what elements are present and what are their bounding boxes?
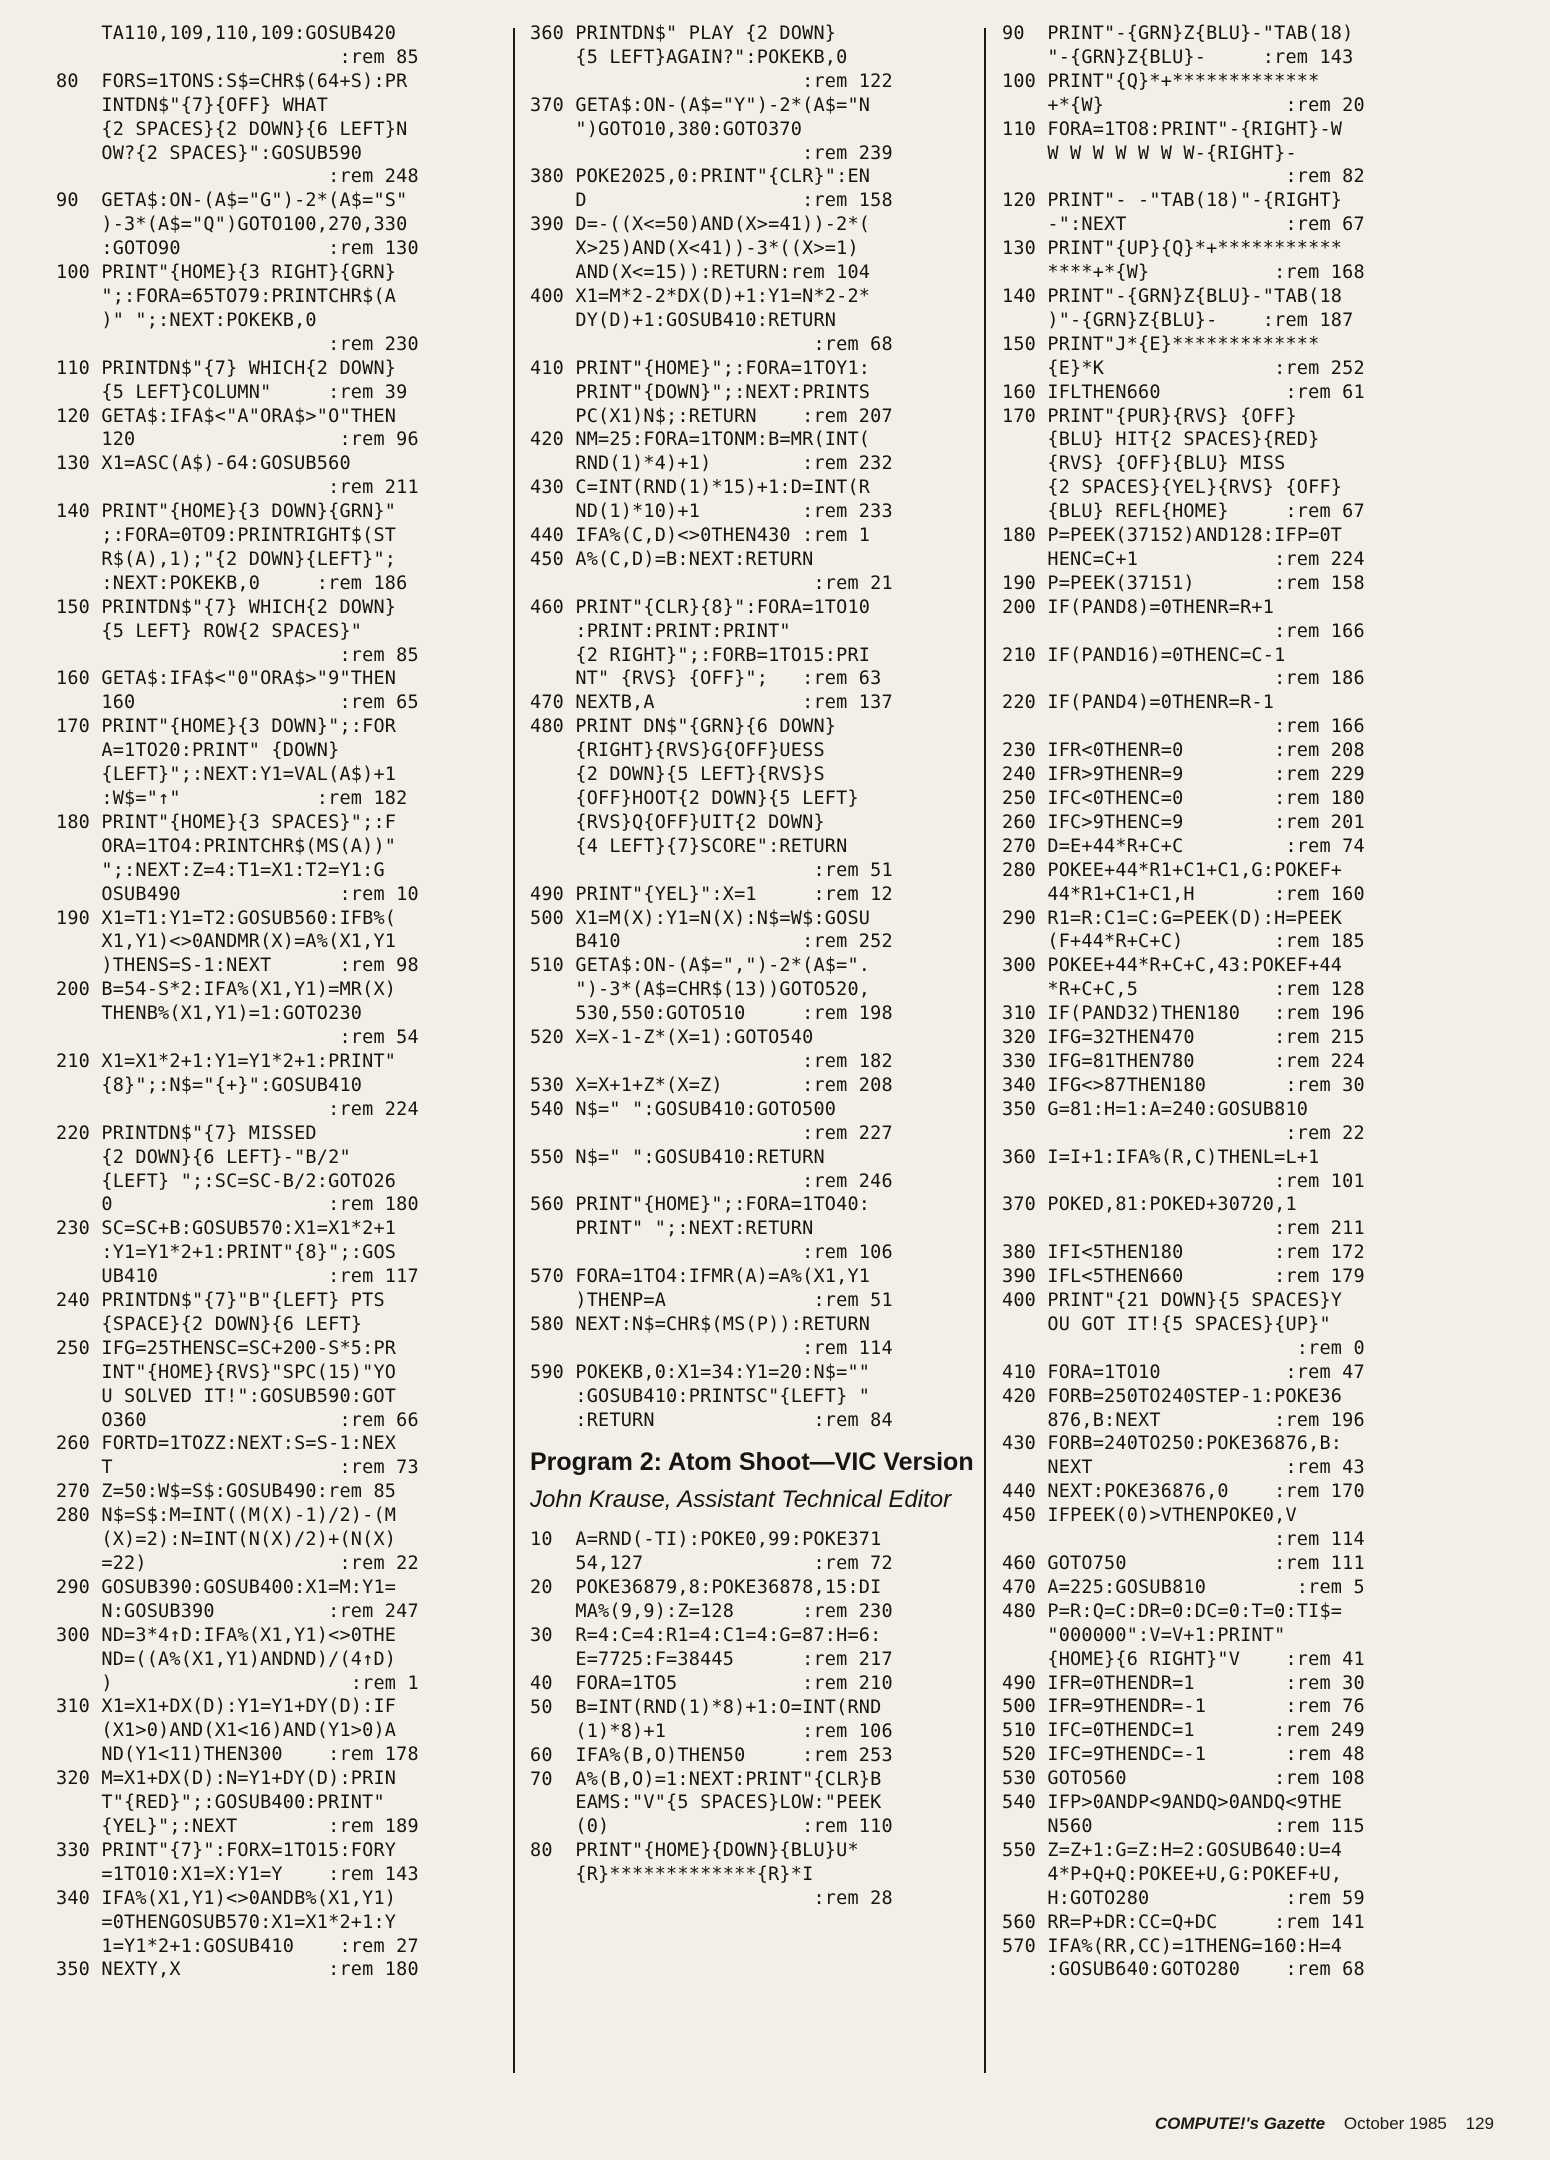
code-line: {RVS}Q{OFF}UIT{2 DOWN}	[530, 811, 825, 833]
code-line: 150 PRINT"J*{E}*************	[1002, 333, 1320, 355]
code-line: 230 SC=SC+B:GOSUB570:X1=X1*2+1	[56, 1218, 397, 1240]
code-line: )THENP=A :rem 51	[530, 1290, 893, 1312]
code-line: 340 IFA%(X1,Y1)<>0ANDB%(X1,Y1)	[56, 1887, 397, 1909]
code-line: R$(A),1);"{2 DOWN}{LEFT}";	[56, 548, 397, 570]
code-line: A=1TO20:PRINT" {DOWN}	[56, 740, 340, 762]
code-line: 210 IF(PAND16)=0THENC=C-1	[1002, 644, 1286, 666]
code-line: 90 GETA$:ON-(A$="G")-2*(A$="S"	[56, 190, 408, 212]
code-line: OW?{2 SPACES}":GOSUB590	[56, 142, 363, 164]
code-line: T :rem 73	[56, 1457, 419, 1479]
code-line: PRINT" ";:NEXT:RETURN	[530, 1218, 814, 1240]
code-line: {BLU} REFL{HOME} :rem 67	[1002, 501, 1365, 523]
code-line: :rem 248	[56, 166, 419, 188]
code-line: ) :rem 1	[56, 1672, 419, 1694]
code-line: ND(Y1<11)THEN300 :rem 178	[56, 1744, 419, 1766]
code-line: 100 PRINT"{HOME}{3 RIGHT}{GRN}	[56, 262, 397, 284]
code-line: "000000":V=V+1:PRINT"	[1002, 1624, 1286, 1646]
code-line: 510 IFC=0THENDC=1 :rem 249	[1002, 1720, 1365, 1742]
code-line: D :rem 158	[530, 190, 893, 212]
code-line: U SOLVED IT!":GOSUB590:GOT	[56, 1385, 397, 1407]
code-line: 876,B:NEXT :rem 196	[1002, 1409, 1365, 1431]
code-line: 570 FORA=1TO4:IFMR(A)=A%(X1,Y1	[530, 1266, 871, 1288]
code-line: :rem 82	[1002, 166, 1365, 188]
column-divider	[513, 28, 515, 2073]
code-line: :NEXT:POKEKB,0 :rem 186	[56, 572, 408, 594]
code-line: ND(1)*10)+1 :rem 233	[530, 501, 893, 523]
code-line: 140 PRINT"{HOME}{3 DOWN}{GRN}"	[56, 501, 397, 523]
code-line: +*{W} :rem 20	[1002, 94, 1365, 116]
code-line: 380 IFI<5THEN180 :rem 172	[1002, 1242, 1365, 1264]
code-line: TA110,109,110,109:GOSUB420	[56, 23, 397, 44]
magazine-name: COMPUTE!'s Gazette	[1154, 2114, 1326, 2133]
code-line: 130 X1=ASC(A$)-64:GOSUB560	[56, 453, 351, 475]
code-line: :RETURN :rem 84	[530, 1409, 893, 1431]
code-line: 480 PRINT DN$"{GRN}{6 DOWN}	[530, 716, 837, 738]
code-line: 1=Y1*2+1:GOSUB410 :rem 27	[56, 1935, 419, 1957]
code-line: 10 A=RND(-TI):POKE0,99:POKE371	[530, 1529, 882, 1551]
code-line: ****+*{W} :rem 168	[1002, 262, 1365, 284]
code-line: 520 X=X-1-Z*(X=1):GOTO540	[530, 1027, 814, 1049]
code-line: :rem 0	[1002, 1337, 1365, 1359]
code-line: :rem 51	[530, 859, 893, 881]
code-line: :rem 227	[530, 1122, 893, 1144]
code-line: OU GOT IT!{5 SPACES}{UP}"	[1002, 1313, 1331, 1335]
code-line: 280 N$=S$:M=INT((M(X)-1)/2)-(M	[56, 1505, 397, 1527]
code-line: 160 :rem 65	[56, 692, 419, 714]
code-line: ";:NEXT:Z=4:T1=X1:T2=Y1:G	[56, 859, 385, 881]
code-line: {2 SPACES}{2 DOWN}{6 LEFT}N	[56, 118, 408, 140]
code-line: =1TO10:X1=X:Y1=Y :rem 143	[56, 1863, 419, 1885]
code-line: {5 LEFT}AGAIN?":POKEKB,0	[530, 46, 848, 68]
code-line: 490 IFR=0THENDR=1 :rem 30	[1002, 1672, 1365, 1694]
code-line: 460 PRINT"{CLR}{8}":FORA=1TO10	[530, 596, 871, 618]
code-line: 230 IFR<0THENR=0 :rem 208	[1002, 740, 1365, 762]
code-line: {2 SPACES}{YEL}{RVS} {OFF}	[1002, 477, 1343, 499]
code-line: 200 B=54-S*2:IFA%(X1,Y1)=MR(X)	[56, 979, 397, 1001]
issue-date: October 1985	[1343, 2114, 1447, 2133]
code-line: 590 POKEKB,0:X1=34:Y1=20:N$=""	[530, 1361, 871, 1383]
code-line: {LEFT}";:NEXT:Y1=VAL(A$)+1	[56, 764, 397, 786]
code-line: {2 RIGHT}";:FORB=1TO15:PRI	[530, 644, 871, 666]
code-line: 400 PRINT"{21 DOWN}{5 SPACES}Y	[1002, 1290, 1343, 1312]
code-line: 70 A%(B,O)=1:NEXT:PRINT"{CLR}B	[530, 1768, 882, 1790]
code-line: 290 GOSUB390:GOSUB400:X1=M:Y1=	[56, 1576, 397, 1598]
code-line: 520 IFC=9THENDC=-1 :rem 48	[1002, 1744, 1365, 1766]
code-line: 240 IFR>9THENR=9 :rem 229	[1002, 764, 1365, 786]
code-line: 260 FORTD=1TOZZ:NEXT:S=S-1:NEX	[56, 1433, 397, 1455]
code-line: 320 IFG=32THEN470 :rem 215	[1002, 1027, 1365, 1049]
code-line: 450 IFPEEK(0)>VTHENPOKE0,V	[1002, 1505, 1297, 1527]
code-line: 420 NM=25:FORA=1TONM:B=MR(INT(	[530, 429, 871, 451]
code-line: B410 :rem 252	[530, 931, 893, 953]
code-line: :rem 211	[1002, 1218, 1365, 1240]
code-line: 40 FORA=1TO5 :rem 210	[530, 1672, 893, 1694]
code-line: )" ";:NEXT:POKEKB,0	[56, 309, 317, 331]
code-line: 460 GOTO750 :rem 111	[1002, 1553, 1365, 1574]
code-line: 170 PRINT"{HOME}{3 DOWN}";:FOR	[56, 716, 397, 738]
code-line: 330 PRINT"{7}":FORX=1TO15:FORY	[56, 1839, 397, 1861]
code-line: 500 X1=M(X):Y1=N(X):N$=W$:GOSU	[530, 907, 871, 929]
code-line: -":NEXT :rem 67	[1002, 214, 1365, 236]
code-line: NEXT :rem 43	[1002, 1457, 1365, 1479]
code-line: 390 D=-((X<=50)AND(X>=41))-2*(	[530, 214, 871, 236]
code-line: 530 X=X+1+Z*(X=Z) :rem 208	[530, 1074, 893, 1096]
code-line: 480 P=R:Q=C:DR=0:DC=0:T=0:TI$=	[1002, 1600, 1343, 1622]
code-line: PC(X1)N$;:RETURN :rem 207	[530, 405, 893, 427]
code-line: 110 FORA=1TO8:PRINT"-{RIGHT}-W	[1002, 118, 1343, 140]
code-line: UB410 :rem 117	[56, 1266, 419, 1288]
code-line: NT" {RVS} {OFF}"; :rem 63	[530, 668, 882, 690]
code-line: 130 PRINT"{UP}{Q}*+***********	[1002, 238, 1343, 260]
code-line: :rem 22	[1002, 1122, 1365, 1144]
code-line: 0 :rem 180	[56, 1194, 419, 1216]
code-line: (0) :rem 110	[530, 1816, 893, 1838]
code-line: {5 LEFT}COLUMN" :rem 39	[56, 381, 408, 403]
code-line: N560 :rem 115	[1002, 1815, 1365, 1837]
code-line: 560 PRINT"{HOME}";:FORA=1TO40:	[530, 1194, 871, 1216]
code-line: OSUB490 :rem 10	[56, 883, 419, 905]
code-line: HENC=C+1 :rem 224	[1002, 548, 1365, 570]
code-line: 360 PRINTDN$" PLAY {2 DOWN}	[530, 23, 837, 44]
code-line: :rem 85	[56, 644, 419, 666]
code-line: 540 IFP>0ANDP<9ANDQ>0ANDQ<9THE	[1002, 1792, 1343, 1814]
code-line: 470 NEXTB,A :rem 137	[530, 692, 893, 714]
code-line: {2 DOWN}{5 LEFT}{RVS}S	[530, 764, 825, 786]
code-line: :W$="↑" :rem 182	[56, 788, 408, 809]
code-line: 120 :rem 96	[56, 429, 419, 451]
code-line: {2 DOWN}{6 LEFT}-"B/2"	[56, 1146, 351, 1168]
code-line: 310 X1=X1+DX(D):Y1=Y1+DY(D):IF	[56, 1696, 397, 1718]
listing-column-2	[530, 22, 980, 2062]
code-line: 530,550:GOTO510 :rem 198	[530, 1003, 893, 1025]
code-line: 360 I=I+1:IFA%(R,C)THENL=L+1	[1002, 1146, 1320, 1168]
code-line: 440 IFA%(C,D)<>0THEN430 :rem 1	[530, 525, 871, 547]
code-line: 490 PRINT"{YEL}":X=1 :rem 12	[530, 883, 893, 905]
code-line: 390 IFL<5THEN660 :rem 179	[1002, 1266, 1365, 1288]
code-line: 270 D=E+44*R+C+C :rem 74	[1002, 835, 1365, 857]
code-line: {OFF}HOOT{2 DOWN}{5 LEFT}	[530, 788, 859, 809]
code-line: 80 FORS=1TONS:S$=CHR$(64+S):PR	[56, 70, 408, 92]
code-line: 4*P+Q+Q:POKEE+U,G:POKEF+U,	[1002, 1863, 1343, 1885]
code-line: :rem 54	[56, 1027, 419, 1049]
code-line: "-{GRN}Z{BLU}- :rem 143	[1002, 46, 1354, 68]
code-line: 400 X1=M*2-2*DX(D)+1:Y1=N*2-2*	[530, 285, 871, 307]
code-line: 420 FORB=250TO240STEP-1:POKE36	[1002, 1385, 1343, 1407]
code-line: W W W W W W W-{RIGHT}-	[1002, 142, 1297, 164]
code-line: :rem 28	[530, 1888, 893, 1910]
code-line: ";:FORA=65TO79:PRINTCHR$(A	[56, 285, 397, 307]
code-line: 470 A=225:GOSUB810 :rem 5	[1002, 1576, 1365, 1598]
code-line: INT"{HOME}{RVS}"SPC(15)"YO	[56, 1361, 397, 1383]
code-line: RND(1)*4)+1) :rem 232	[530, 453, 893, 475]
code-line: 380 POKE2025,0:PRINT"{CLR}":EN	[530, 166, 871, 188]
code-line: :rem 230	[56, 333, 419, 355]
code-line: 54,127 :rem 72	[530, 1553, 893, 1575]
code-line: :rem 246	[530, 1170, 893, 1192]
code-line: 510 GETA$:ON-(A$=",")-2*(A$=".	[530, 955, 871, 977]
code-line: :GOSUB410:PRINTSC"{LEFT} "	[530, 1385, 871, 1407]
code-line: 290 R1=R:C1=C:G=PEEK(D):H=PEEK	[1002, 907, 1343, 929]
code-line: 370 GETA$:ON-(A$="Y")-2*(A$="N	[530, 94, 871, 116]
code-line: {4 LEFT}{7}SCORE":RETURN	[530, 835, 848, 857]
code-line: 30 R=4:C=4:R1=4:C1=4:G=87:H=6:	[530, 1625, 882, 1647]
code-line: 120 GETA$:IFA$<"A"ORA$>"O"THEN	[56, 405, 397, 427]
code-line: 140 PRINT"-{GRN}Z{BLU}-"TAB(18	[1002, 285, 1343, 307]
code-line: X>25)AND(X<41))-3*((X>=1)	[530, 238, 859, 260]
code-line: THENB%(X1,Y1)=1:GOTO230	[56, 1003, 363, 1025]
code-line: :rem 106	[530, 1242, 893, 1264]
code-line: 260 IFC>9THENC=9 :rem 201	[1002, 811, 1365, 833]
listing-column-3	[1002, 22, 1442, 2062]
code-line: 350 NEXTY,X :rem 180	[56, 1959, 419, 1981]
code-line: EAMS:"V"{5 SPACES}LOW:"PEEK	[530, 1792, 882, 1814]
code-line: INTDN$"{7}{OFF} WHAT	[56, 94, 329, 116]
code-line: :rem 85	[56, 46, 419, 68]
code-line: DY(D)+1:GOSUB410:RETURN	[530, 309, 837, 331]
code-line: {RVS} {OFF}{BLU} MISS	[1002, 453, 1286, 475]
code-line: 270 Z=50:W$=S$:GOSUB490:rem 85	[56, 1481, 397, 1503]
code-line: 370 POKED,81:POKED+30720,1	[1002, 1194, 1297, 1216]
code-line: )"-{GRN}Z{BLU}- :rem 187	[1002, 309, 1354, 331]
code-line: 570 IFA%(RR,CC)=1THENG=160:H=4	[1002, 1935, 1343, 1957]
code-line: 560 RR=P+DR:CC=Q+DC :rem 141	[1002, 1911, 1365, 1933]
code-line: 500 IFR=9THENDR=-1 :rem 76	[1002, 1696, 1365, 1718]
code-line: :rem 186	[1002, 668, 1365, 690]
page-footer	[1141, 2114, 1494, 2134]
code-line: H:GOTO280 :rem 59	[1002, 1887, 1365, 1909]
code-line: 190 P=PEEK(37151) :rem 158	[1002, 572, 1365, 594]
code-line: 120 PRINT"- -"TAB(18)"-{RIGHT}	[1002, 190, 1343, 212]
code-line: {HOME}{6 RIGHT}"V :rem 41	[1002, 1648, 1365, 1670]
code-line: :rem 101	[1002, 1170, 1365, 1192]
code-line: 180 P=PEEK(37152)AND128:IFP=0T	[1002, 525, 1343, 547]
code-line: )THENS=S-1:NEXT :rem 98	[56, 955, 419, 977]
code-line: (F+44*R+C+C) :rem 185	[1002, 931, 1365, 953]
code-line: 200 IF(PAND8)=0THENR=R+1	[1002, 596, 1275, 618]
code-line: 20 POKE36879,8:POKE36878,15:DI	[530, 1577, 882, 1599]
code-line: 430 C=INT(RND(1)*15)+1:D=INT(R	[530, 477, 871, 499]
program-name: Atom Shoot—VIC Version	[668, 1448, 974, 1477]
code-line: 110 PRINTDN$"{7} WHICH{2 DOWN}	[56, 357, 397, 379]
program-author: John Krause, Assistant Technical Editor	[530, 1486, 952, 1514]
code-line: 300 ND=3*4↑D:IFA%(X1,Y1)<>0THE	[56, 1624, 397, 1646]
program-title	[530, 1446, 980, 1478]
code-line: 440 NEXT:POKE36876,0 :rem 170	[1002, 1481, 1365, 1503]
code-line: 430 FORB=240TO250:POKE36876,B:	[1002, 1433, 1343, 1455]
code-line: :rem 224	[56, 1098, 419, 1120]
code-line: 450 A%(C,D)=B:NEXT:RETURN	[530, 548, 814, 570]
code-line: =22) :rem 22	[56, 1553, 419, 1574]
code-line: {YEL}";:NEXT :rem 189	[56, 1815, 419, 1837]
code-line: 100 PRINT"{Q}*+*************	[1002, 70, 1320, 92]
code-line: ")GOTO10,380:GOTO370	[530, 118, 803, 140]
code-line: 410 PRINT"{HOME}";:FORA=1TOY1:	[530, 357, 871, 379]
code-line: 50 B=INT(RND(1)*8)+1:O=INT(RND	[530, 1696, 882, 1718]
code-line: 340 IFG<>87THEN180 :rem 30	[1002, 1074, 1365, 1096]
code-line: 550 Z=Z+1:G=Z:H=2:GOSUB640:U=4	[1002, 1839, 1343, 1861]
code-line: 160 GETA$:IFA$<"0"ORA$>"9"THEN	[56, 668, 397, 690]
code-line: 150 PRINTDN$"{7} WHICH{2 DOWN}	[56, 596, 397, 618]
code-line: )-3*(A$="Q")GOTO100,270,330	[56, 214, 408, 236]
page-number: 129	[1465, 2114, 1494, 2133]
code-line: :GOTO90 :rem 130	[56, 238, 419, 260]
code-line: :rem 239	[530, 142, 893, 164]
code-line: 180 PRINT"{HOME}{3 SPACES}";:F	[56, 811, 397, 833]
code-line: :rem 182	[530, 1050, 893, 1072]
code-line: T"{RED}";:GOSUB400:PRINT"	[56, 1792, 385, 1814]
code-line: O360 :rem 66	[56, 1409, 419, 1431]
code-line: 250 IFC<0THENC=0 :rem 180	[1002, 788, 1365, 809]
code-line: (1)*8)+1 :rem 106	[530, 1720, 893, 1742]
code-line: {5 LEFT} ROW{2 SPACES}"	[56, 620, 363, 642]
code-line: 410 FORA=1TO10 :rem 47	[1002, 1361, 1365, 1383]
code-line: 580 NEXT:N$=CHR$(MS(P)):RETURN	[530, 1313, 871, 1335]
code-line: ;:FORA=0TO9:PRINTRIGHT$(ST	[56, 525, 397, 547]
code-line: :rem 68	[530, 333, 893, 355]
code-line: :Y1=Y1*2+1:PRINT"{8}";:GOS	[56, 1242, 397, 1264]
code-line: 210 X1=X1*2+1:Y1=Y1*2+1:PRINT"	[56, 1050, 397, 1072]
code-line: :rem 166	[1002, 716, 1365, 738]
code-line: (X1>0)AND(X1<16)AND(Y1>0)A	[56, 1720, 397, 1742]
code-line: 80 PRINT"{HOME}{DOWN}{BLU}U*	[530, 1840, 859, 1862]
code-line: N:GOSUB390 :rem 247	[56, 1600, 419, 1622]
code-line: ORA=1TO4:PRINTCHR$(MS(A))"	[56, 835, 397, 857]
code-line: :rem 211	[56, 477, 419, 499]
code-line: 240 PRINTDN$"{7}"B"{LEFT} PTS	[56, 1290, 385, 1312]
code-line: E=7725:F=38445 :rem 217	[530, 1649, 893, 1670]
program-label: Program 2:	[530, 1448, 662, 1477]
code-line: :PRINT:PRINT:PRINT"	[530, 620, 791, 642]
code-line: :rem 114	[1002, 1529, 1365, 1551]
code-line: {R}*************{R}*I	[530, 1864, 814, 1886]
code-line: 44*R1+C1+C1,H :rem 160	[1002, 883, 1365, 905]
code-line: (X)=2):N=INT(N(X)/2)+(N(X)	[56, 1529, 397, 1551]
code-line: :rem 21	[530, 572, 893, 594]
code-line: 220 IF(PAND4)=0THENR=R-1	[1002, 692, 1275, 714]
code-line: ")-3*(A$=CHR$(13))GOTO520,	[530, 979, 871, 1001]
code-line: 540 N$=" ":GOSUB410:GOTO500	[530, 1098, 837, 1120]
code-line: {8}";:N$="{+}":GOSUB410	[56, 1074, 363, 1096]
listing-column-1	[56, 22, 496, 2062]
code-line: 220 PRINTDN$"{7} MISSED	[56, 1122, 317, 1144]
code-line: AND(X<=15)):RETURN:rem 104	[530, 262, 871, 284]
column-divider	[984, 28, 986, 2073]
code-line: {RIGHT}{RVS}G{OFF}UESS	[530, 740, 825, 762]
code-line: :rem 122	[530, 70, 893, 92]
code-line: *R+C+C,5 :rem 128	[1002, 979, 1365, 1001]
code-line: 250 IFG=25THENSC=SC+200-S*5:PR	[56, 1337, 397, 1359]
code-line: 550 N$=" ":GOSUB410:RETURN	[530, 1146, 825, 1168]
code-line: 170 PRINT"{PUR}{RVS} {OFF}	[1002, 405, 1297, 427]
code-line: 320 M=X1+DX(D):N=Y1+DY(D):PRIN	[56, 1768, 397, 1790]
code-line: 310 IF(PAND32)THEN180 :rem 196	[1002, 1003, 1365, 1025]
code-line: {SPACE}{2 DOWN}{6 LEFT}	[56, 1313, 363, 1335]
code-line: :GOSUB640:GOTO280 :rem 68	[1002, 1959, 1365, 1981]
code-line: 160 IFLTHEN660 :rem 61	[1002, 381, 1365, 403]
code-line: 530 GOTO560 :rem 108	[1002, 1768, 1365, 1790]
code-line: 60 IFA%(B,O)THEN50 :rem 253	[530, 1744, 893, 1766]
code-line: 300 POKEE+44*R+C+C,43:POKEF+44	[1002, 955, 1343, 977]
code-line: MA%(9,9):Z=128 :rem 230	[530, 1601, 893, 1623]
code-line: 90 PRINT"-{GRN}Z{BLU}-"TAB(18)	[1002, 23, 1354, 44]
code-line: 330 IFG=81THEN780 :rem 224	[1002, 1050, 1365, 1072]
code-line: 280 POKEE+44*R1+C1+C1,G:POKEF+	[1002, 859, 1343, 881]
code-line: {E}*K :rem 252	[1002, 357, 1365, 379]
code-line: ND=((A%(X1,Y1)ANDND)/(4↑D)	[56, 1648, 397, 1670]
code-line: 190 X1=T1:Y1=T2:GOSUB560:IFB%(	[56, 907, 397, 929]
code-line: :rem 114	[530, 1337, 893, 1359]
code-line: PRINT"{DOWN}";:NEXT:PRINTS	[530, 381, 871, 403]
code-line: 350 G=81:H=1:A=240:GOSUB810	[1002, 1098, 1309, 1120]
code-line: {LEFT} ";:SC=SC-B/2:GOTO26	[56, 1170, 397, 1192]
code-line: =0THENGOSUB570:X1=X1*2+1:Y	[56, 1911, 397, 1933]
code-line: :rem 166	[1002, 620, 1365, 642]
code-line: {BLU} HIT{2 SPACES}{RED}	[1002, 429, 1320, 451]
code-line: X1,Y1)<>0ANDMR(X)=A%(X1,Y1	[56, 931, 397, 953]
